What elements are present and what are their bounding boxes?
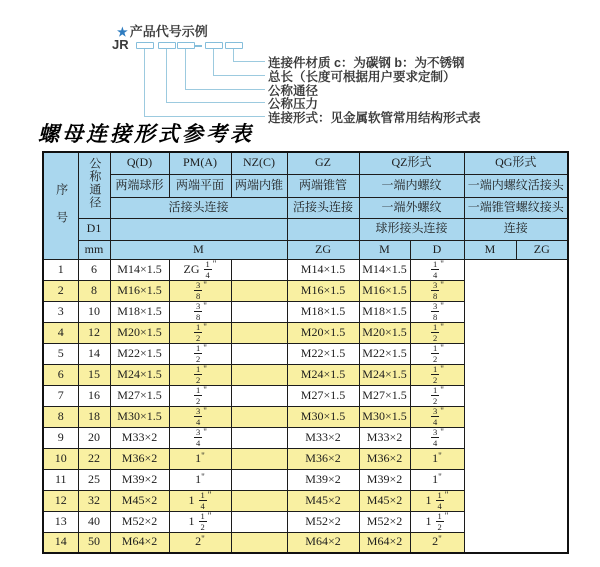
cell-qg-zg: $\frac{1}{2}$ " (410, 322, 464, 343)
cell-qg-zg: 1 $\frac{1}{2}$ " (410, 511, 464, 532)
cell-qg-m: M45×2 (359, 490, 410, 511)
header-col-q: Q(D) (110, 152, 169, 174)
cell-seq: 12 (43, 490, 78, 511)
header-qz-desc2: 一端外螺纹 (359, 197, 464, 218)
cell-m: M36×2 (110, 448, 169, 469)
cell-gz-zg: $\frac{1}{2}$ " (169, 364, 231, 385)
cell-seq: 8 (43, 406, 78, 427)
table-row (43, 532, 568, 553)
code-box (136, 42, 154, 49)
cell-qz-m (231, 532, 287, 553)
cell-qg-zg: 1" (410, 448, 464, 469)
cell-dn-mm: 25 (78, 469, 110, 490)
header-qz-m: M (359, 240, 410, 259)
table-row (43, 490, 568, 511)
header-left-connection: 活接头连接 (110, 197, 287, 218)
cell-qg-m: M18×1.5 (359, 301, 410, 322)
cell-dn-mm: 12 (78, 322, 110, 343)
cell-qz-d: M36×2 (287, 448, 359, 469)
cell-qg-m: M64×2 (359, 532, 410, 553)
header-blank-gz (287, 218, 359, 240)
cell-m: M33×2 (110, 427, 169, 448)
cell-qz-m (231, 427, 287, 448)
cell-seq: 11 (43, 469, 78, 490)
header-pm-desc: 两端平面 (169, 174, 231, 197)
cell-dn-mm: 20 (78, 427, 110, 448)
table-row (43, 385, 568, 406)
cell-qg-zg: $\frac{3}{4}$ " (410, 406, 464, 427)
cell-qz-d: M45×2 (287, 490, 359, 511)
cell-m: M52×2 (110, 511, 169, 532)
cell-qz-d: M22×1.5 (287, 343, 359, 364)
diagram-label: 公称压力 (268, 97, 319, 111)
cell-seq: 14 (43, 532, 78, 553)
header-qg-desc2: 一端锥管螺纹接头 (464, 197, 568, 218)
header-m: M (110, 240, 287, 259)
nut-connection-reference-table (42, 151, 569, 554)
header-q-desc: 两端球形 (110, 174, 169, 197)
cell-qz-d: M52×2 (287, 511, 359, 532)
product-code-prefix: JR (112, 37, 129, 52)
table-row (43, 469, 568, 490)
cell-seq: 4 (43, 322, 78, 343)
diagram-label: 总长（长度可根据用户要求定制） (268, 70, 456, 84)
cell-seq: 7 (43, 385, 78, 406)
header-col-pm: PM(A) (169, 152, 231, 174)
cell-gz-zg: $\frac{3}{8}$ " (169, 280, 231, 301)
cell-qz-m (231, 364, 287, 385)
header-qg-zg: ZG (516, 240, 568, 259)
cell-gz-zg: 1 $\frac{1}{4}$ " (169, 490, 231, 511)
cell-qz-m (231, 490, 287, 511)
cell-gz-zg: $\frac{3}{4}$ " (169, 406, 231, 427)
header-gz-desc: 两端锥管 (287, 174, 359, 197)
cell-m: M22×1.5 (110, 343, 169, 364)
cell-qz-m (231, 469, 287, 490)
code-box (205, 42, 223, 49)
code-box (158, 42, 176, 49)
cell-qg-m: M39×2 (359, 469, 410, 490)
cell-dn-mm: 32 (78, 490, 110, 511)
cell-qz-m (231, 511, 287, 532)
cell-m: M30×1.5 (110, 406, 169, 427)
cell-gz-zg: 1 $\frac{1}{2}$ " (169, 511, 231, 532)
cell-qz-d: M33×2 (287, 427, 359, 448)
cell-qz-d: M20×1.5 (287, 322, 359, 343)
cell-qz-d: M27×1.5 (287, 385, 359, 406)
cell-qg-zg: 1 $\frac{1}{4}$ " (410, 490, 464, 511)
table-header (43, 152, 568, 259)
cell-seq: 3 (43, 301, 78, 322)
connector-line (144, 49, 265, 117)
cell-gz-zg: 1" (169, 469, 231, 490)
header-col-qz: QZ形式 (359, 152, 464, 174)
cell-qg-m: M33×2 (359, 427, 410, 448)
cell-m: M45×2 (110, 490, 169, 511)
cell-qz-d: M64×2 (287, 532, 359, 553)
header-seq: 序号 (43, 152, 78, 259)
header-qz-d: D (410, 240, 464, 259)
table-row (43, 280, 568, 301)
header-qz-desc1: 一端内螺纹 (359, 174, 464, 197)
header-dn: 公称通径 (78, 152, 110, 218)
header-qg-m: M (464, 240, 516, 259)
table-body (43, 259, 568, 553)
header-qz-connection: 球形接头连接 (359, 218, 464, 240)
cell-qz-m (231, 385, 287, 406)
cell-qz-d: M30×1.5 (287, 406, 359, 427)
cell-qg-m: M30×1.5 (359, 406, 410, 427)
table-row (43, 364, 568, 385)
header-qg-desc1: 一端内螺纹活接头 (464, 174, 568, 197)
cell-m: M20×1.5 (110, 322, 169, 343)
cell-m: M14×1.5 (110, 259, 169, 280)
cell-seq: 2 (43, 280, 78, 301)
cell-dn-mm: 22 (78, 448, 110, 469)
header-col-gz: GZ (287, 152, 359, 174)
cell-m: M27×1.5 (110, 385, 169, 406)
table-row (43, 511, 568, 532)
table-row (43, 406, 568, 427)
cell-gz-zg: $\frac{1}{2}$ " (169, 322, 231, 343)
diagram-label: 公称通径 (268, 84, 319, 98)
cell-qz-m (231, 448, 287, 469)
header-blank-m-area (110, 218, 287, 240)
table-row (43, 343, 568, 364)
diagram-heading (117, 21, 208, 40)
cell-qz-d: M18×1.5 (287, 301, 359, 322)
cell-gz-zg: ZG $\frac{1}{4}$ " (169, 259, 231, 280)
cell-dn-mm: 40 (78, 511, 110, 532)
cell-qg-zg: $\frac{1}{2}$ " (410, 343, 464, 364)
diagram-label: 连接形式：见金属软管常用结构形式表 (268, 111, 481, 125)
diagram-heading-text: 产品代号示例 (129, 24, 208, 39)
cell-seq: 5 (43, 343, 78, 364)
cell-m: M24×1.5 (110, 364, 169, 385)
cell-qg-zg: $\frac{3}{4}$ " (410, 427, 464, 448)
code-dash (194, 45, 202, 47)
cell-seq: 10 (43, 448, 78, 469)
cell-m: M16×1.5 (110, 280, 169, 301)
cell-dn-mm: 16 (78, 385, 110, 406)
cell-dn-mm: 18 (78, 406, 110, 427)
cell-qg-m: M20×1.5 (359, 322, 410, 343)
cell-seq: 1 (43, 259, 78, 280)
cell-qg-m: M14×1.5 (359, 259, 410, 280)
header-gz-connection: 活接头连接 (287, 197, 359, 218)
code-box (225, 42, 243, 49)
cell-qg-zg: $\frac{3}{8}$ " (410, 301, 464, 322)
cell-m: M64×2 (110, 532, 169, 553)
cell-qg-zg: $\frac{3}{8}$ " (410, 280, 464, 301)
cell-qz-m (231, 301, 287, 322)
code-box (177, 42, 195, 49)
cell-qg-zg: 1" (410, 469, 464, 490)
cell-seq: 9 (43, 427, 78, 448)
cell-qz-d: M16×1.5 (287, 280, 359, 301)
cell-dn-mm: 8 (78, 280, 110, 301)
cell-dn-mm: 15 (78, 364, 110, 385)
cell-gz-zg: $\frac{3}{4}$ " (169, 427, 231, 448)
header-qg-connection: 连接 (464, 218, 568, 240)
cell-seq: 13 (43, 511, 78, 532)
cell-qz-m (231, 343, 287, 364)
cell-qg-m: M24×1.5 (359, 364, 410, 385)
cell-gz-zg: 1" (169, 448, 231, 469)
cell-qz-m (231, 322, 287, 343)
cell-m: M39×2 (110, 469, 169, 490)
header-nz-desc: 两端内锥 (231, 174, 287, 197)
cell-qg-m: M22×1.5 (359, 343, 410, 364)
cell-dn-mm: 50 (78, 532, 110, 553)
cell-dn-mm: 14 (78, 343, 110, 364)
header-d1: D1 (78, 218, 110, 240)
header-col-qg: QG形式 (464, 152, 568, 174)
cell-qg-zg: $\frac{1}{2}$ " (410, 364, 464, 385)
cell-qz-m (231, 280, 287, 301)
table-row (43, 259, 568, 280)
cell-qg-zg: $\frac{1}{4}$ " (410, 259, 464, 280)
cell-qz-m (231, 406, 287, 427)
cell-qg-m: M52×2 (359, 511, 410, 532)
cell-qg-m: M16×1.5 (359, 280, 410, 301)
cell-qg-m: M36×2 (359, 448, 410, 469)
cell-gz-zg: $\frac{3}{8}$ " (169, 301, 231, 322)
cell-qg-zg: 2" (410, 532, 464, 553)
cell-qg-zg: $\frac{1}{2}$ " (410, 385, 464, 406)
table-row (43, 427, 568, 448)
cell-gz-zg: $\frac{1}{2}$ " (169, 385, 231, 406)
cell-dn-mm: 6 (78, 259, 110, 280)
table-row (43, 448, 568, 469)
cell-gz-zg: 2" (169, 532, 231, 553)
cell-seq: 6 (43, 364, 78, 385)
cell-qz-d: M39×2 (287, 469, 359, 490)
table-row (43, 322, 568, 343)
header-zg: ZG (287, 240, 359, 259)
cell-qz-d: M14×1.5 (287, 259, 359, 280)
header-col-nz: NZ(C) (231, 152, 287, 174)
cell-gz-zg: $\frac{1}{2}$ " (169, 343, 231, 364)
cell-m: M18×1.5 (110, 301, 169, 322)
cell-qg-m: M27×1.5 (359, 385, 410, 406)
star-icon: ★ (117, 25, 128, 39)
cell-qz-d: M24×1.5 (287, 364, 359, 385)
table-row (43, 301, 568, 322)
page-title: 螺母连接形式参考表 (38, 122, 254, 146)
cell-dn-mm: 10 (78, 301, 110, 322)
header-mm: mm (78, 240, 110, 259)
diagram-label: 连接件材质 c：为碳钢 b：为不锈钢 (268, 56, 465, 70)
cell-qz-m (231, 259, 287, 280)
